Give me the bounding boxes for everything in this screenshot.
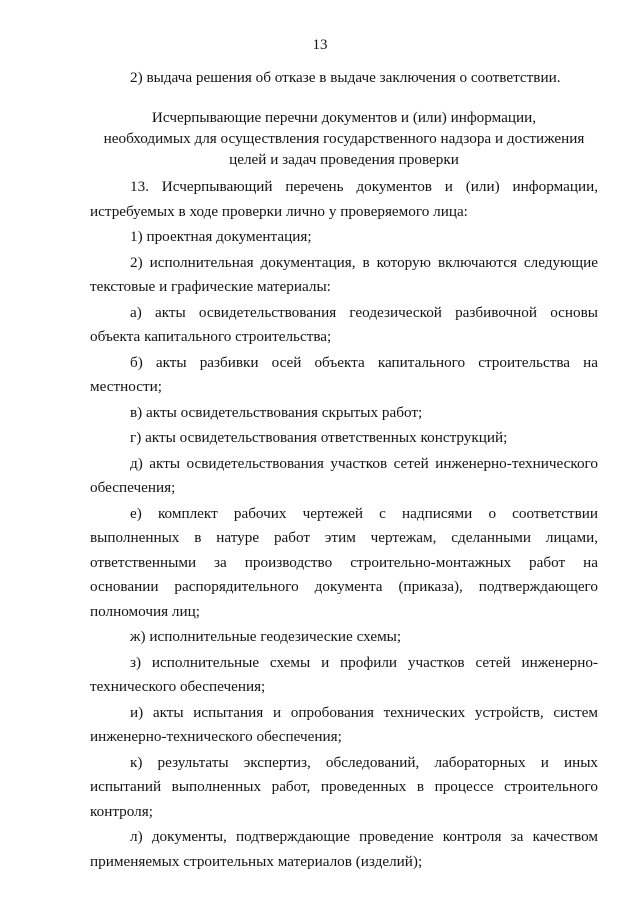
item-d: д) акты освидетельствования участков сетей инженерно-технического обеспечения; (90, 454, 598, 496)
page-number: 13 (312, 37, 328, 53)
heading-line-1: Исчерпывающие перечни документов и (или) информации, (151, 109, 537, 126)
item-v: в) акты освидетельствования скрытых работ; (130, 403, 423, 421)
body-text (90, 175, 598, 874)
heading-line-3: целей и задач проведения проверки (229, 151, 459, 168)
item-1: 1) проектная документация; (130, 228, 312, 245)
heading-line-2: необходимых для осуществления государственного надзора и достижения (103, 130, 585, 147)
intro-block (90, 66, 598, 91)
item-g: г) акты освидетельствования ответственных конструкций; (130, 429, 508, 446)
item-zh: ж) исполнительные геодезические схемы; (130, 628, 402, 645)
item-z: з) исполнительные схемы и профили участков сетей инженерно-технического обеспечения; (90, 653, 598, 695)
item-i: и) акты испытания и опробования технических устройств, систем инженерно-технического обеспечения; (90, 703, 598, 745)
paragraph-13: 13. Исчерпывающий перечень документов и (или) информации, истребуемых в ходе проверки лично у проверяемого лица: (90, 178, 598, 220)
section-heading (90, 107, 598, 170)
item-a: а) акты освидетельствования геодезической разбивочной основы объекта капитального строительства; (90, 303, 598, 345)
item-l: л) документы, подтверждающие проведение контроля за качеством применяемых строительных материалов (изделий); (90, 828, 598, 870)
intro-item: 2) выдача решения об отказе в выдаче заключения о соответствии. (130, 69, 561, 86)
item-k: к) результаты экспертиз, обследований, лабораторных и иных испытаний выполненных работ, проведенных в процессе строительного контроля; (90, 753, 598, 820)
item-2: 2) исполнительная документация, в которую включаются следующие текстовые и графические материалы: (90, 253, 598, 295)
item-b: б) акты разбивки осей объекта капитального строительства на местности; (90, 353, 598, 395)
item-e: е) комплект рабочих чертежей с надписями о соответствии выполненных в натуре работ этим чертежам, сделанными лицами, ответственными за производство строительно-монтажных работ на основании распорядительного документа (приказа), подтверждающего полномочия лиц; (90, 504, 598, 620)
